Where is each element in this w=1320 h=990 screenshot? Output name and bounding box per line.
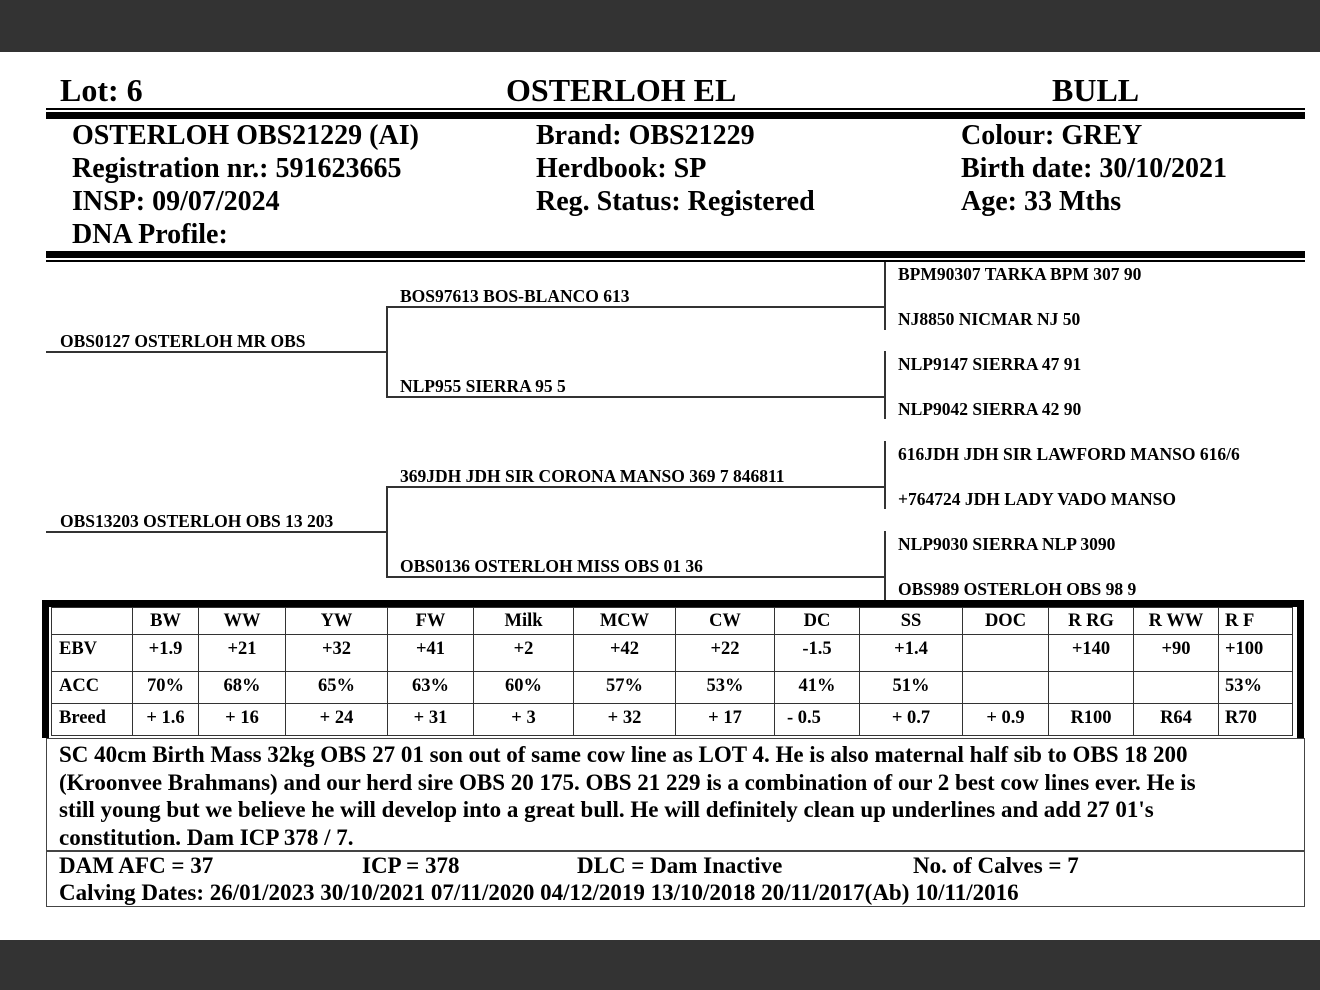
acc-cell: 57% <box>574 672 676 704</box>
breed-cell: R64 <box>1134 704 1219 736</box>
acc-cell: 70% <box>133 672 199 704</box>
breed-cell: - 0.5 <box>775 704 860 736</box>
pedigree-line <box>386 576 884 578</box>
acc-cell: 51% <box>860 672 963 704</box>
ebv-cell: +1.4 <box>860 635 963 672</box>
breed-cell: + 31 <box>388 704 474 736</box>
acc-row-label: ACC <box>52 672 133 704</box>
brand: Brand: OBS21229 <box>536 120 755 151</box>
pedigree-line <box>386 306 884 308</box>
ebv-col-header: DC <box>775 608 860 635</box>
comment-line: constitution. Dam ICP 378 / 7. <box>59 824 354 850</box>
acc-cell: 63% <box>388 672 474 704</box>
ebv-col-header: Milk <box>474 608 574 635</box>
ebv-table <box>51 607 1293 736</box>
comments-box <box>46 738 1305 907</box>
acc-cell <box>963 672 1049 704</box>
pedigree-dam-dam: OBS0136 OSTERLOH MISS OBS 01 36 <box>400 556 703 576</box>
pedigree-gen3-4: NLP9042 SIERRA 42 90 <box>898 399 1082 419</box>
ebv-col-header: WW <box>199 608 286 635</box>
pedigree-line <box>46 351 386 353</box>
animal-sex: BULL <box>1052 72 1140 108</box>
info-col-identity <box>72 119 419 251</box>
pedigree-bracket <box>386 486 388 577</box>
title-rule-thick <box>46 112 1305 119</box>
info-rule-thin <box>46 260 1305 262</box>
pedigree-bracket <box>884 441 886 509</box>
reg-status: Reg. Status: Registered <box>536 186 815 217</box>
dna-profile: DNA Profile: <box>72 219 228 250</box>
ebv-cell: +140 <box>1049 635 1134 672</box>
inspection-date: INSP: 09/07/2024 <box>72 186 280 217</box>
ebv-header-row <box>52 608 1293 635</box>
pedigree-gen3-8: OBS989 OSTERLOH OBS 98 9 <box>898 579 1137 599</box>
comment-line: still young but we believe he will develop into a great bull. He will definitely clean up underlines and add 27 01's <box>59 797 1154 822</box>
pedigree-line <box>386 486 884 488</box>
pedigree-bracket <box>884 531 886 601</box>
acc-row <box>52 672 1293 704</box>
info-rule-thick <box>46 251 1305 258</box>
breed-row <box>52 704 1293 736</box>
pedigree-gen3-6: +764724 JDH LADY VADO MANSO <box>898 489 1177 509</box>
pedigree-gen3-1: BPM90307 TARKA BPM 307 90 <box>898 264 1142 284</box>
comment-line: SC 40cm Birth Mass 32kg OBS 27 01 son out of same cow line as LOT 4. He is also maternal half sib to OBS 18 200 <box>59 742 1188 767</box>
breed-cell: + 17 <box>676 704 775 736</box>
dam-dlc: DLC = Dam Inactive <box>577 853 783 878</box>
ebv-col-header: R F <box>1219 608 1293 635</box>
pedigree-sire-dam: NLP955 SIERRA 95 5 <box>400 376 566 396</box>
pedigree-sire: OBS0127 OSTERLOH MR OBS <box>60 331 306 351</box>
pedigree-bracket <box>386 306 388 397</box>
registration-number: Registration nr.: 591623665 <box>72 153 402 184</box>
pedigree-line <box>386 396 884 398</box>
pedigree-line <box>46 531 386 533</box>
info-col-registration <box>536 119 815 218</box>
bottom-dark-bar <box>0 940 1320 990</box>
pedigree-bracket <box>884 351 886 419</box>
breed-cell: + 0.7 <box>860 704 963 736</box>
ebv-col-header: DOC <box>963 608 1049 635</box>
pedigree-sire-sire: BOS97613 BOS-BLANCO 613 <box>400 286 630 306</box>
colour: Colour: GREY <box>961 120 1143 151</box>
info-col-details <box>961 119 1227 218</box>
ebv-cell <box>963 635 1049 672</box>
ebv-cell: +1.9 <box>133 635 199 672</box>
ebv-cell: +90 <box>1134 635 1219 672</box>
breed-cell: + 16 <box>199 704 286 736</box>
ebv-cell: +41 <box>388 635 474 672</box>
title-rule-thin <box>46 108 1305 110</box>
ebv-cell: +32 <box>286 635 388 672</box>
age: Age: 33 Mths <box>961 186 1122 217</box>
ebv-cell: -1.5 <box>775 635 860 672</box>
ebv-cell: +100 <box>1219 635 1293 672</box>
dam-icp: ICP = 378 <box>362 853 460 878</box>
calving-dates: Calving Dates: 26/01/2023 30/10/2021 07/11/2020 04/12/2019 13/10/2018 20/11/2017(Ab) 10/11/2016 <box>59 880 1019 905</box>
ebv-col-header: R WW <box>1134 608 1219 635</box>
ebv-cell: +42 <box>574 635 676 672</box>
top-dark-bar <box>0 0 1320 52</box>
breed-row-label: Breed <box>52 704 133 736</box>
breed-cell: + 3 <box>474 704 574 736</box>
pedigree-gen3-5: 616JDH JDH SIR LAWFORD MANSO 616/6 <box>898 444 1240 464</box>
acc-cell: 41% <box>775 672 860 704</box>
acc-cell: 60% <box>474 672 574 704</box>
breed-cell: R100 <box>1049 704 1134 736</box>
ebv-row <box>52 635 1293 672</box>
ebv-col-header: CW <box>676 608 775 635</box>
comment-line: (Kroonvee Brahmans) and our herd sire OBS 20 175. OBS 21 229 is a combination of our 2 best cow lines ever. He is <box>59 769 1196 795</box>
ebv-cell: +2 <box>474 635 574 672</box>
pedigree-dam: OBS13203 OSTERLOH OBS 13 203 <box>60 511 334 531</box>
breed-cell: + 0.9 <box>963 704 1049 736</box>
animal-name: OSTERLOH EL <box>506 72 737 108</box>
acc-cell: 68% <box>199 672 286 704</box>
acc-cell <box>1049 672 1134 704</box>
breed-cell: + 24 <box>286 704 388 736</box>
ebv-col-header: FW <box>388 608 474 635</box>
herdbook: Herdbook: SP <box>536 153 707 184</box>
ebv-cell: +21 <box>199 635 286 672</box>
dam-calf-count: No. of Calves = 7 <box>913 853 1079 878</box>
ebv-row-label: EBV <box>52 635 133 672</box>
acc-cell: 53% <box>1219 672 1293 704</box>
pedigree-gen3-3: NLP9147 SIERRA 47 91 <box>898 354 1082 374</box>
ebv-col-header: R RG <box>1049 608 1134 635</box>
ebv-corner <box>52 608 133 635</box>
pedigree-gen3-7: NLP9030 SIERRA NLP 3090 <box>898 534 1116 554</box>
pedigree-gen3-2: NJ8850 NICMAR NJ 50 <box>898 309 1081 329</box>
dam-afc: DAM AFC = 37 <box>59 853 214 878</box>
acc-cell: 65% <box>286 672 388 704</box>
ebv-cell: +22 <box>676 635 775 672</box>
comments-text <box>59 741 1196 851</box>
acc-cell <box>1134 672 1219 704</box>
birth-date: Birth date: 30/10/2021 <box>961 153 1227 184</box>
breed-cell: + 1.6 <box>133 704 199 736</box>
lot-number: Lot: 6 <box>60 72 143 108</box>
ebv-col-header: SS <box>860 608 963 635</box>
breed-cell: + 32 <box>574 704 676 736</box>
breed-cell: R70 <box>1219 704 1293 736</box>
pedigree-dam-sire: 369JDH JDH SIR CORONA MANSO 369 7 846811 <box>400 466 785 486</box>
acc-cell: 53% <box>676 672 775 704</box>
ebv-col-header: BW <box>133 608 199 635</box>
ebv-col-header: YW <box>286 608 388 635</box>
registered-name: OSTERLOH OBS21229 (AI) <box>72 120 419 151</box>
pedigree-bracket <box>884 262 886 330</box>
ebv-col-header: MCW <box>574 608 676 635</box>
